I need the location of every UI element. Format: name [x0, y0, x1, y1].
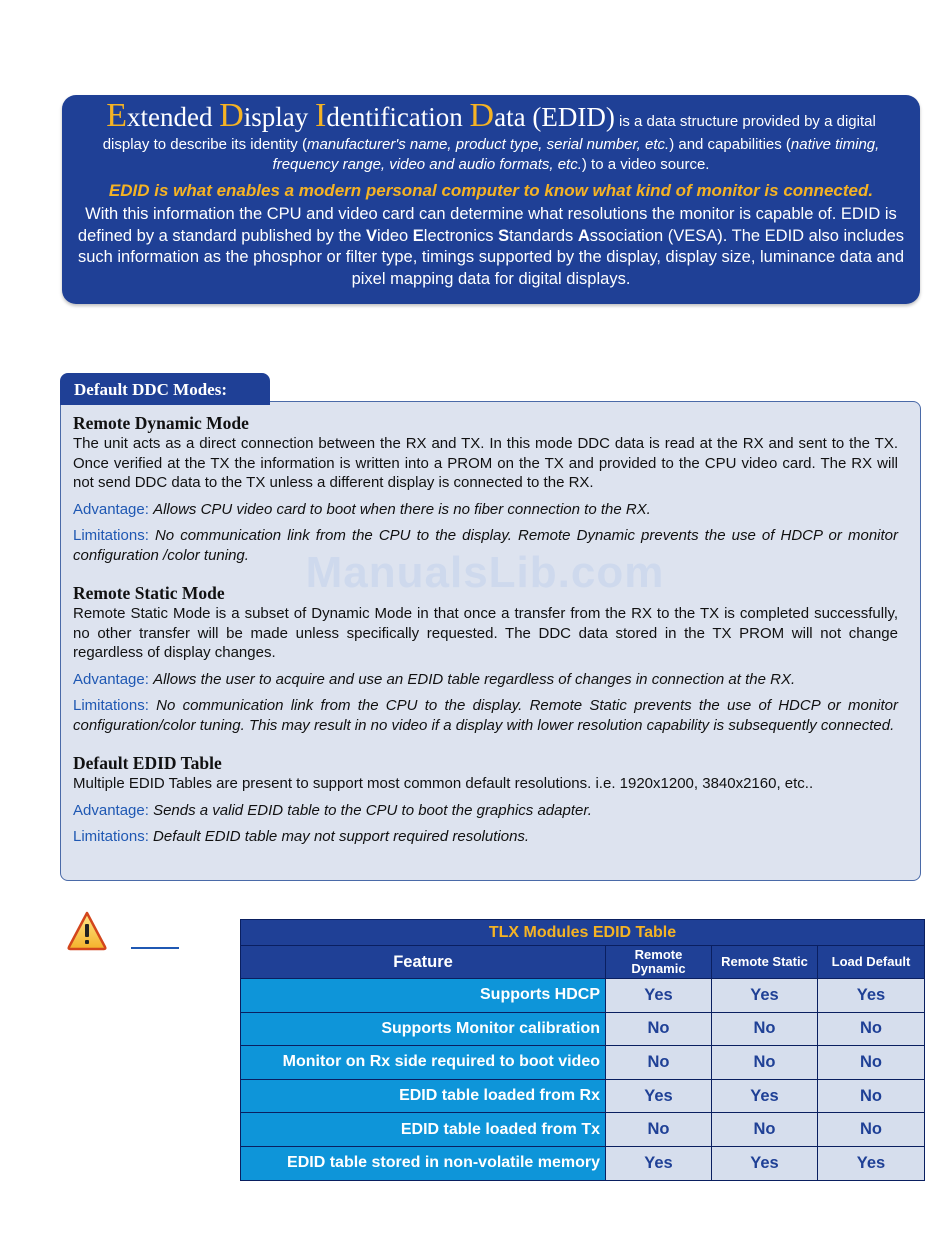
- header-remote-dynamic: Remote Dynamic: [606, 946, 712, 979]
- section-remote-dynamic: [73, 412, 898, 565]
- limitations-text: Default EDID table may not support required resolutions.: [153, 828, 530, 845]
- advantage-text: Sends a valid EDID table to the CPU to boot the graphics adapter.: [153, 801, 592, 819]
- section-title: Remote Dynamic Mode: [73, 413, 249, 433]
- limitations-text: No communication link from the CPU to the display. Remote Static prevents the use of HDCP or monitor configuration/color tuning. This may result in no video if a display with lower resolution capability is subsequently connected.: [73, 697, 899, 734]
- section-body: Multiple EDID Tables are present to support most common default resolutions. i.e. 1920x1200, 3840x2160, etc..: [73, 775, 814, 792]
- value-cell: No: [606, 1113, 712, 1147]
- advantage-line: [73, 500, 898, 520]
- tlx-edid-table: [240, 919, 925, 1181]
- section-default-edid: [73, 752, 898, 847]
- limitations-line: [73, 827, 898, 847]
- advantage-text: Allows the user to acquire and use an EDID table regardless of changes in connection at the RX.: [153, 670, 796, 688]
- value-cell: No: [712, 1012, 818, 1046]
- value-cell: Yes: [606, 1146, 712, 1180]
- feature-cell: Monitor on Rx side required to boot video: [241, 1046, 606, 1080]
- limitations-label: Limitations:: [73, 828, 149, 845]
- table-row: [241, 979, 925, 1013]
- value-cell: Yes: [712, 979, 818, 1013]
- value-cell: Yes: [712, 1146, 818, 1180]
- ddc-modes-panel: [60, 401, 921, 881]
- feature-cell: EDID table loaded from Tx: [241, 1113, 606, 1147]
- limitations-line: [73, 526, 898, 565]
- banner-paragraph: With this information the CPU and video card can determine what resolutions the monitor is capable of. EDID is defined by a standard published by the Video Electronics Standards Association (VESA). The EDID also includes such information as the phosphor or filter type, timings supported by the display, display size, luminance data and pixel mapping data for digital displays.: [77, 205, 905, 288]
- section-remote-static: [73, 582, 898, 735]
- section-title: Default EDID Table: [73, 753, 222, 773]
- feature-cell: Supports HDCP: [241, 979, 606, 1013]
- feature-cell: EDID table stored in non-volatile memory: [241, 1146, 606, 1180]
- value-cell: No: [606, 1046, 712, 1080]
- table-row: [241, 1146, 925, 1180]
- value-cell: No: [818, 1113, 925, 1147]
- edid-intro-banner: [62, 95, 920, 304]
- table-title: TLX Modules EDID Table: [241, 920, 925, 946]
- limitations-label: Limitations:: [73, 527, 149, 544]
- warning-triangle-icon: [66, 910, 108, 952]
- table-row: [241, 1046, 925, 1080]
- value-cell: No: [712, 1046, 818, 1080]
- section-title: Remote Static Mode: [73, 583, 225, 603]
- header-feature: Feature: [241, 946, 606, 979]
- limitations-text: No communication link from the CPU to the display. Remote Dynamic prevents the use of HDCP or monitor configuration /color tuning.: [73, 527, 898, 564]
- table-row: [241, 1012, 925, 1046]
- limitations-label: Limitations:: [73, 697, 149, 714]
- advantage-label: Advantage:: [73, 801, 149, 819]
- section-body: Remote Static Mode is a subset of Dynamic Mode in that once a transfer from the RX to the TX is completed successfully, no other transfer will be made unless specifically requested. The DDC data stored in the TX PROM will not change regardless of display changes.: [73, 605, 898, 661]
- table-row: [241, 1113, 925, 1147]
- banner-title: Extended Display Identification Data (EDID): [106, 97, 615, 134]
- header-load-default: Load Default: [818, 946, 925, 979]
- value-cell: No: [712, 1113, 818, 1147]
- advantage-label: Advantage:: [73, 670, 149, 688]
- banner-intro: display to describe its identity (manufacturer's name, product type, serial number, etc.) and capabilities (native timing, frequency range, video and audio formats, etc.) to a video source.: [102, 136, 880, 173]
- banner-highlight: EDID is what enables a modern personal computer to know what kind of monitor is connected.: [108, 181, 874, 200]
- banner-headline: [76, 99, 906, 139]
- advantage-line: [73, 670, 898, 690]
- advantage-label: Advantage:: [73, 500, 149, 518]
- value-cell: No: [606, 1012, 712, 1046]
- value-cell: Yes: [606, 979, 712, 1013]
- value-cell: Yes: [712, 1079, 818, 1113]
- value-cell: Yes: [818, 979, 925, 1013]
- header-remote-static: Remote Static: [712, 946, 818, 979]
- table-row: [241, 1079, 925, 1113]
- advantage-text: Allows CPU video card to boot when there is no fiber connection to the RX.: [153, 500, 651, 518]
- warning-link-underline[interactable]: [131, 947, 179, 949]
- value-cell: No: [818, 1079, 925, 1113]
- value-cell: No: [818, 1012, 925, 1046]
- value-cell: No: [818, 1046, 925, 1080]
- ddc-modes-tab: Default DDC Modes:: [60, 373, 270, 405]
- feature-cell: EDID table loaded from Rx: [241, 1079, 606, 1113]
- value-cell: Yes: [818, 1146, 925, 1180]
- limitations-line: [73, 696, 898, 735]
- advantage-line: [73, 801, 898, 821]
- section-body: The unit acts as a direct connection between the RX and TX. In this mode DDC data is read at the RX and sent to the TX. Once verified at the TX the information is written into a PROM on the TX and provided to the CPU video card. The RX will not send DDC data to the TX unless a different display is connected to the RX.: [73, 435, 898, 491]
- value-cell: Yes: [606, 1079, 712, 1113]
- banner-intro-a: is a data structure provided by a digital: [618, 113, 876, 130]
- feature-cell: Supports Monitor calibration: [241, 1012, 606, 1046]
